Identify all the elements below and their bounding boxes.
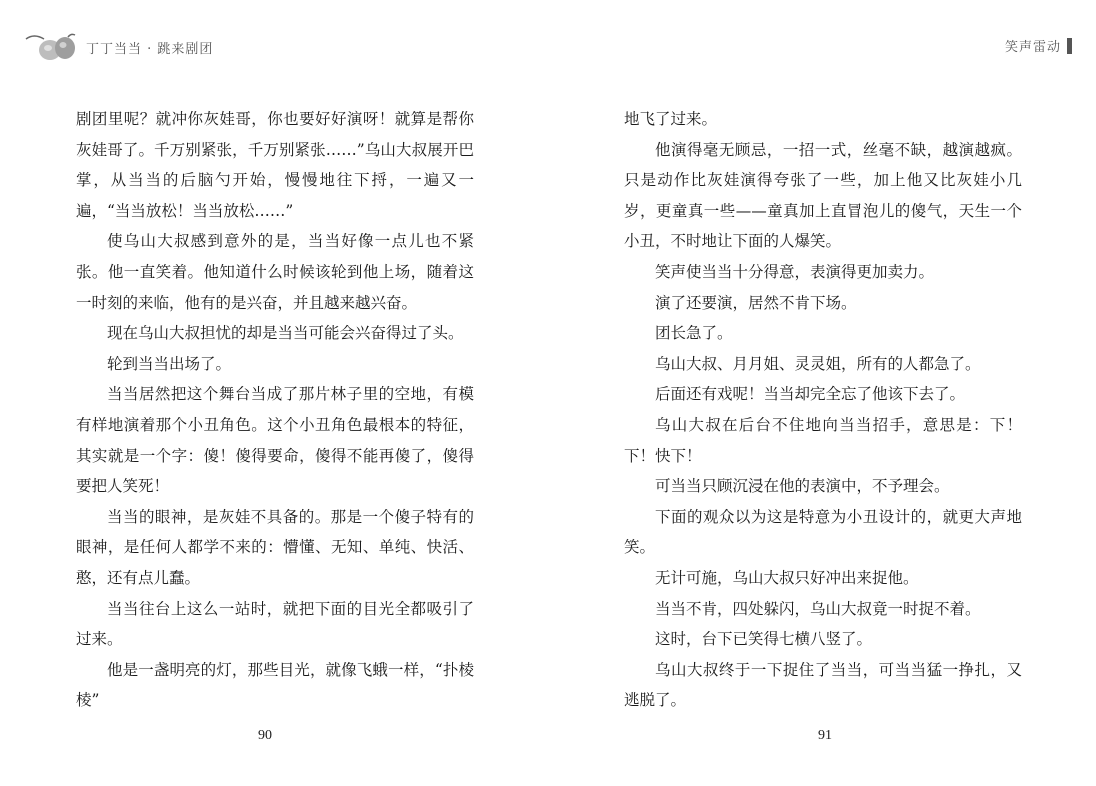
- paragraph: 乌山大叔终于一下捉住了当当，可当当猛一挣扎，又逃脱了。: [624, 660, 1022, 710]
- page-number-right: 91: [818, 728, 832, 743]
- chapter-title: 笑声雷动: [1004, 40, 1061, 55]
- paragraph: 下面的观众以为这是特意为小丑设计的，就更大声地笑。: [624, 507, 1022, 557]
- paragraph: 他演得毫无顾忌，一招一式，丝毫不缺，越演越疯。只是动作比灰娃演得夸张了一些，加上他又比灰娃小几岁，更童真一些——童真加上直冒泡儿的傻气，天生一个小丑，不时地让下面的人爆笑。: [624, 140, 1022, 251]
- paragraph: 他是一盏明亮的灯，那些目光，就像飞蛾一样，“扑棱棱”: [76, 660, 474, 710]
- paragraph: 当当往台上这么一站时，就把下面的目光全都吸引了过来。: [76, 599, 474, 649]
- left-page-body: [76, 104, 474, 716]
- gourd-logo-icon: [24, 31, 80, 63]
- paragraph: 可当当只顾沉浸在他的表演中，不予理会。: [655, 477, 950, 496]
- header-bar-marker: [1067, 38, 1072, 54]
- paragraph: 这时，台下已笑得七横八竖了。: [655, 630, 873, 649]
- paragraph: 乌山大叔在后台不住地向当当招手，意思是：下！下！快下！: [624, 415, 1022, 465]
- paragraph: 使乌山大叔感到意外的是，当当好像一点儿也不紧张。他一直笑着。他知道什么时候该轮到他上场，随着这一时刻的来临，他有的是兴奋，并且越来越兴奋。: [76, 232, 474, 312]
- paragraph: 笑声使当当十分得意，表演得更加卖力。: [655, 262, 935, 281]
- paragraph: 剧团里呢？就冲你灰娃哥，你也要好好演呀！就算是帮你灰娃哥了。千万别紧张，千万别紧张……”乌山大叔展开巴掌，从当当的后脑勺开始，慢慢地往下捋，一遍又一遍，“当当放松！当当放松……”: [76, 110, 474, 220]
- paragraph: 无计可施，乌山大叔只好冲出来捉他。: [655, 568, 919, 587]
- series-title: 丁丁当当 · 跳来剧团: [86, 41, 214, 57]
- paragraph: 后面还有戏呢！当当却完全忘了他该下去了。: [655, 385, 966, 404]
- running-header-left: [24, 30, 213, 64]
- paragraph: 演了还要演，居然不肯下场。: [655, 293, 857, 312]
- right-page-body: [624, 104, 1022, 716]
- paragraph: 团长急了。: [655, 324, 733, 343]
- page-number-left: 90: [258, 728, 272, 743]
- paragraph: 现在乌山大叔担忧的却是当当可能会兴奋得过了头。: [107, 324, 464, 343]
- paragraph: 当当的眼神，是灰娃不具备的。那是一个傻子特有的眼神，是任何人都学不来的：懵懂、无知、单纯、快活、憨，还有点儿蠢。: [76, 507, 474, 587]
- paragraph: 轮到当当出场了。: [107, 354, 232, 373]
- paragraph: 乌山大叔、月月姐、灵灵姐，所有的人都急了。: [655, 354, 981, 373]
- paragraph: 当当不肯，四处躲闪，乌山大叔竟一时捉不着。: [655, 599, 981, 618]
- paragraph: 当当居然把这个舞台当成了那片林子里的空地，有模有样地演着那个小丑角色。这个小丑角色最根本的特征，其实就是一个字：傻！傻得要命，傻得不能再傻了，傻得要把人笑死！: [76, 385, 474, 496]
- running-header-right: [1005, 36, 1072, 55]
- paragraph: 地飞了过来。: [624, 110, 718, 128]
